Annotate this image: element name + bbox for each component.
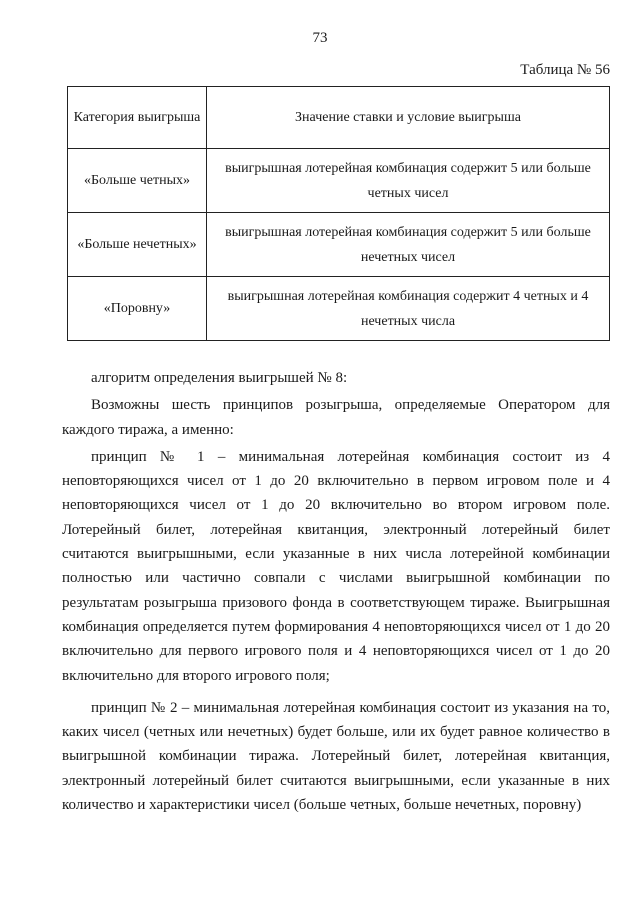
header-condition-cell: Значение ставки и условие выигрыша bbox=[207, 87, 610, 149]
page-number: 73 bbox=[312, 30, 328, 46]
category-cell: «Больше четных» bbox=[68, 149, 207, 213]
category-cell: «Поровну» bbox=[68, 277, 207, 341]
table-row bbox=[68, 277, 610, 341]
header-category-cell: Категория выигрыша bbox=[68, 87, 207, 149]
prize-category-table bbox=[67, 86, 610, 341]
category-cell: «Больше нечетных» bbox=[68, 213, 207, 277]
condition-cell: выигрышная лотерейная комбинация содержит 5 или больше нечетных чисел bbox=[207, 213, 610, 277]
condition-cell: выигрышная лотерейная комбинация содержит 4 четных и 4 нечетных числа bbox=[207, 277, 610, 341]
table-row bbox=[68, 213, 610, 277]
condition-cell: выигрышная лотерейная комбинация содержит 5 или больше четных чисел bbox=[207, 149, 610, 213]
body-text bbox=[62, 366, 610, 825]
table-row bbox=[68, 149, 610, 213]
paragraph: Возможны шесть принципов розыгрыша, определяемые Оператором для каждого тиража, а именно: bbox=[62, 397, 610, 438]
paragraph: принцип № 1 – минимальная лотерейная комбинация состоит из 4 неповторяющихся чисел от 1 до 20 включительно в первом игровом поле и 4 неповторяющихся чисел от 1 до 20 включительно во втором игровом поле. Лотерейный билет, лотерейная квитанция, электронный лотерейный билет считаются выигрышными, если указанные в них числа лотерейной комбинации полностью или частично совпали с числами выигрышной комбинации по результатам розыгрыша призового фонда в соответствующем тираже. Выигрышная комбинация определяется путем формирования 4 неповторяющихся чисел от 1 до 20 включительно для первого игрового поля и 4 неповторяющихся чисел от 1 до 20 включительно для второго игрового поля; bbox=[62, 448, 610, 684]
paragraph: принцип № 2 – минимальная лотерейная комбинация состоит из указания на то, каких чисел (четных или нечетных) будет больше, или их будет равное количество в выигрышной комбинации тиража. Лотерейный билет, лотерейная квитанция, электронный лотерейный билет считаются выигрышными, если указанные в них количество и характеристики чисел (больше четных, больше нечетных, поровну) bbox=[62, 699, 610, 814]
table-header-row bbox=[68, 87, 610, 149]
paragraph: алгоритм определения выигрышей № 8: bbox=[91, 370, 348, 386]
table-caption: Таблица № 56 bbox=[520, 62, 610, 78]
